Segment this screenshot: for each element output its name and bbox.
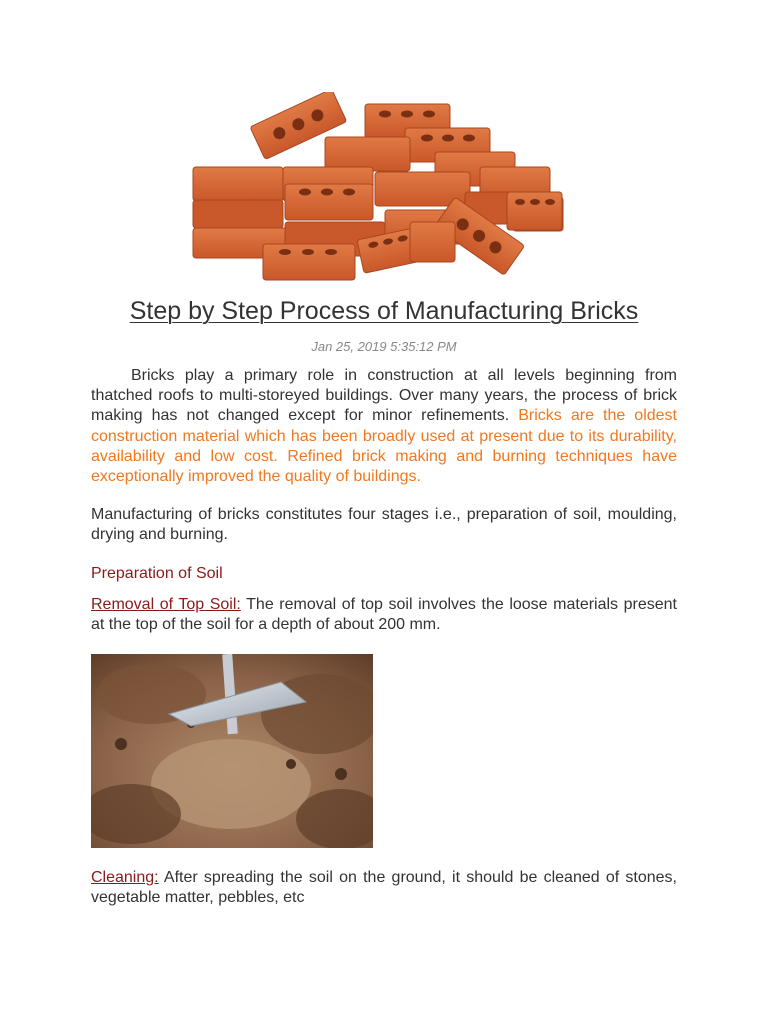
intro-text: Bricks play a primary role in construction at all levels beginning from thatched roofs to multi-storeyed buildings. Over many years, the process of brick making has not changed except for minor refinements. xyxy=(91,367,677,425)
intro-paragraph xyxy=(91,366,677,487)
brick-pile-image xyxy=(145,92,607,295)
post-date: Jan 25, 2019 5:35:12 PM xyxy=(311,339,457,354)
removal-text: The removal of top soil involves the loose materials present at the top of the soil for a depth of about 200 mm. xyxy=(91,596,677,634)
page-title: Step by Step Process of Manufacturing Bricks xyxy=(129,297,639,325)
removal-paragraph xyxy=(91,595,677,635)
stages-paragraph: Manufacturing of bricks constitutes four stages i.e., preparation of soil, moulding, drying and burning. xyxy=(91,506,677,544)
shovel-in-soil-image xyxy=(91,654,373,848)
section-heading: Preparation of Soil xyxy=(91,565,223,582)
cleaning-term: Cleaning: xyxy=(91,869,159,886)
cleaning-text: After spreading the soil on the ground, it should be cleaned of stones, vegetable matter, pebbles, etc xyxy=(91,869,677,907)
intro-highlight: Bricks are the oldest construction material which has been broadly used at present due to its durability, availability and low cost. Refined brick making and burning techniques have exceptionally improved the quality of buildings. xyxy=(91,407,678,486)
cleaning-paragraph xyxy=(91,868,677,908)
removal-term: Removal of Top Soil: xyxy=(91,596,241,613)
